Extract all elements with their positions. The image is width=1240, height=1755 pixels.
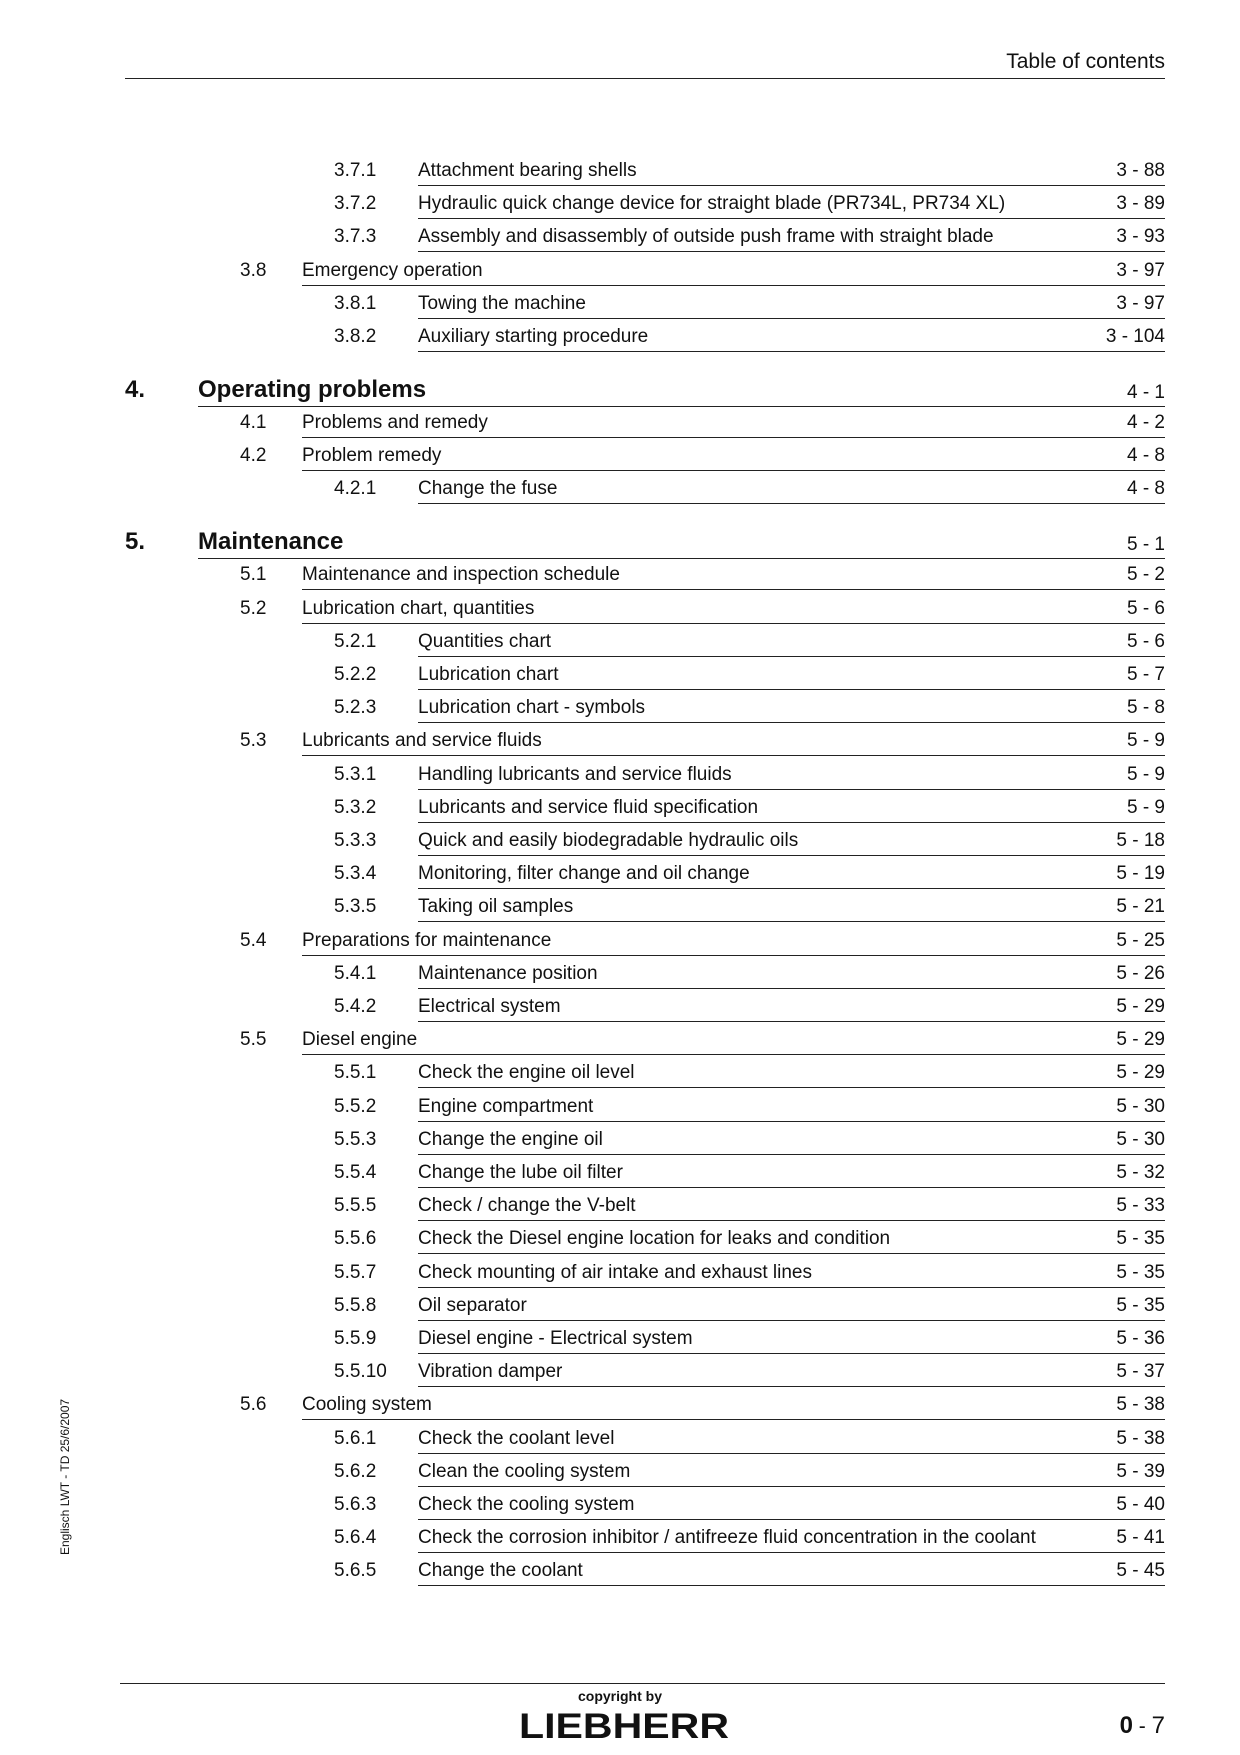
toc-underline — [418, 1154, 1165, 1155]
toc-underline — [418, 1087, 1165, 1088]
toc-title: Diesel engine - Electrical system — [418, 1328, 693, 1349]
toc-number: 3.7.1 — [334, 160, 377, 181]
toc-title: Preparations for maintenance — [302, 929, 552, 951]
toc-number: 5.2.2 — [334, 664, 377, 685]
toc-page: 5 - 1 — [1126, 534, 1165, 556]
toc-underline — [418, 1287, 1165, 1288]
toc-title: Problem remedy — [302, 445, 442, 467]
page-header-title: Table of contents — [1006, 50, 1165, 73]
toc-page: 5 - 9 — [1126, 796, 1165, 818]
logo-text: LIEBHERR — [519, 1707, 729, 1743]
toc-title: Change the coolant — [418, 1560, 583, 1582]
page-number — [1120, 1712, 1165, 1740]
toc-page: 5 - 30 — [1116, 1128, 1165, 1150]
toc-page: 5 - 6 — [1126, 597, 1165, 619]
toc-number: 5.6.4 — [334, 1527, 377, 1549]
toc-underline — [418, 789, 1165, 790]
toc-page: 5 - 25 — [1116, 929, 1165, 951]
toc-underline — [418, 1253, 1165, 1254]
toc-underline — [418, 689, 1165, 690]
toc-title: Maintenance — [198, 528, 344, 556]
toc-page: 5 - 36 — [1116, 1328, 1165, 1349]
toc-underline — [418, 1585, 1165, 1586]
toc-number: 5.5.2 — [334, 1095, 377, 1117]
toc-page: 3 - 88 — [1116, 160, 1165, 181]
copyright-label: copyright by — [577, 1688, 662, 1704]
toc-page: 3 - 97 — [1116, 292, 1165, 314]
toc-page: 5 - 40 — [1116, 1494, 1165, 1515]
toc-title: Change the lube oil filter — [418, 1162, 623, 1183]
toc-underline — [418, 722, 1165, 723]
page-separator: - — [1132, 1715, 1152, 1738]
toc-underline — [418, 185, 1165, 186]
page-number-value: 7 — [1151, 1712, 1165, 1739]
toc-underline — [418, 218, 1165, 219]
toc-page: 5 - 29 — [1116, 1029, 1165, 1051]
toc-title: Hydraulic quick change device for straight blade (PR734L, PR734 XL) — [418, 193, 1006, 215]
toc-underline — [302, 437, 1165, 438]
toc-page: 5 - 21 — [1116, 896, 1165, 918]
toc-page: 3 - 89 — [1116, 193, 1165, 215]
toc-title: Taking oil samples — [418, 896, 574, 918]
toc-title: Quick and easily biodegradable hydraulic oils — [418, 830, 799, 851]
toc-number: 5.5.6 — [334, 1228, 377, 1250]
toc-number: 5.5 — [240, 1029, 267, 1051]
toc-underline — [302, 285, 1165, 286]
toc-page: 5 - 37 — [1116, 1361, 1165, 1383]
toc-underline — [418, 351, 1165, 352]
toc-number: 4.1 — [240, 412, 267, 433]
toc-underline — [418, 251, 1165, 252]
toc-title: Electrical system — [418, 996, 561, 1017]
toc-title: Oil separator — [418, 1294, 527, 1316]
toc-number: 5.3.2 — [334, 796, 377, 818]
toc-underline — [418, 921, 1165, 922]
toc-page: 5 - 9 — [1126, 763, 1165, 785]
toc-title: Towing the machine — [418, 292, 586, 314]
toc-title: Auxiliary starting procedure — [418, 326, 649, 347]
toc-page: 5 - 41 — [1116, 1527, 1165, 1549]
toc-page: 5 - 19 — [1116, 863, 1165, 885]
toc-number: 5.5.3 — [334, 1128, 377, 1150]
toc-title: Check the cooling system — [418, 1494, 635, 1515]
toc-title: Diesel engine — [302, 1029, 418, 1051]
toc-number: 5.5.10 — [334, 1361, 387, 1383]
toc-underline — [418, 656, 1165, 657]
toc-number: 5.1 — [240, 564, 267, 586]
toc-page: 5 - 33 — [1116, 1195, 1165, 1217]
liebherr-logo — [518, 1707, 730, 1743]
toc-number: 3.7.2 — [334, 193, 377, 215]
toc-page: 5 - 38 — [1116, 1427, 1165, 1449]
toc-title: Vibration damper — [418, 1361, 563, 1383]
toc-underline — [302, 589, 1165, 590]
toc-number: 5.5.4 — [334, 1162, 377, 1183]
toc-page: 3 - 104 — [1105, 326, 1165, 347]
toc-number: 5.6.1 — [334, 1427, 377, 1449]
toc-underline — [302, 1054, 1165, 1055]
toc-title: Problems and remedy — [302, 412, 488, 433]
toc-underline — [418, 1187, 1165, 1188]
toc-page: 4 - 2 — [1126, 412, 1165, 433]
toc-title: Lubricants and service fluid specification — [418, 796, 759, 818]
toc-page: 5 - 32 — [1116, 1162, 1165, 1183]
toc-page: 5 - 18 — [1116, 830, 1165, 851]
toc-page: 5 - 38 — [1116, 1394, 1165, 1416]
toc-number: 5.3.5 — [334, 896, 377, 918]
toc-underline — [302, 470, 1165, 471]
toc-number: 3.8.1 — [334, 292, 377, 314]
toc-number: 5.6.5 — [334, 1560, 377, 1582]
toc-page: 5 - 35 — [1116, 1228, 1165, 1250]
toc-number: 4.2 — [240, 445, 267, 467]
toc-page: 5 - 45 — [1116, 1560, 1165, 1582]
toc-number: 5.4.2 — [334, 996, 377, 1017]
toc-page: 4 - 8 — [1126, 478, 1165, 500]
toc-underline — [418, 1386, 1165, 1387]
toc-underline — [302, 1419, 1165, 1420]
toc-title: Check the coolant level — [418, 1427, 615, 1449]
toc-page: 5 - 6 — [1126, 630, 1165, 652]
toc-page: 3 - 97 — [1116, 259, 1165, 281]
toc-page: 5 - 39 — [1116, 1460, 1165, 1482]
toc-number: 5.3 — [240, 730, 267, 752]
toc-title: Check the Diesel engine location for leaks and condition — [418, 1228, 891, 1250]
toc-title: Lubrication chart — [418, 664, 559, 685]
toc-underline — [302, 623, 1165, 624]
toc-underline — [418, 988, 1165, 989]
toc-number: 5.5.1 — [334, 1062, 377, 1084]
toc-underline — [418, 1320, 1165, 1321]
toc-number: 4. — [125, 376, 146, 403]
toc-number: 3.8.2 — [334, 326, 377, 347]
toc-page: 5 - 8 — [1126, 697, 1165, 719]
toc-underline — [418, 318, 1165, 319]
toc-page: 5 - 35 — [1116, 1261, 1165, 1283]
toc-title: Lubrication chart, quantities — [302, 597, 535, 619]
toc-title: Quantities chart — [418, 630, 552, 652]
toc-title: Change the fuse — [418, 478, 558, 500]
toc-number: 3.7.3 — [334, 226, 377, 248]
toc-underline — [418, 822, 1165, 823]
toc-page: 5 - 29 — [1116, 996, 1165, 1017]
toc-number: 3.8 — [240, 259, 267, 281]
toc-number: 5.3.3 — [334, 830, 377, 851]
toc-title: Assembly and disassembly of outside push frame with straight blade — [418, 226, 994, 248]
toc-page: 5 - 26 — [1116, 962, 1165, 984]
toc-underline — [418, 888, 1165, 889]
toc-number: 5. — [125, 528, 146, 556]
toc-title: Check the engine oil level — [418, 1062, 635, 1084]
toc-number: 5.3.1 — [334, 763, 377, 785]
side-note: Englisch LWT - TD 25/6/2007 — [58, 1398, 72, 1555]
toc-underline — [418, 1220, 1165, 1221]
toc-underline — [302, 755, 1165, 756]
toc-page: 5 - 29 — [1116, 1062, 1165, 1084]
toc-page: 5 - 7 — [1126, 664, 1165, 685]
toc-number: 5.5.8 — [334, 1294, 377, 1316]
toc-number: 4.2.1 — [334, 478, 377, 500]
toc-title: Emergency operation — [302, 259, 483, 281]
toc-underline — [418, 1353, 1165, 1354]
toc-number: 5.2.1 — [334, 630, 377, 652]
toc-number: 5.2.3 — [334, 697, 377, 719]
toc-number: 5.6.2 — [334, 1460, 377, 1482]
toc-underline — [418, 503, 1165, 504]
toc-title: Operating problems — [198, 376, 427, 403]
toc-underline — [418, 1552, 1165, 1553]
toc-page: 4 - 1 — [1126, 382, 1165, 403]
toc-title: Lubricants and service fluids — [302, 730, 542, 752]
toc-title: Check the corrosion inhibitor / antifreeze fluid concentration in the coolant — [418, 1527, 1036, 1549]
toc-title: Maintenance and inspection schedule — [302, 564, 620, 586]
toc-title: Engine compartment — [418, 1095, 594, 1117]
toc-number: 5.5.9 — [334, 1328, 377, 1349]
toc-title: Monitoring, filter change and oil change — [418, 863, 750, 885]
toc-number: 5.3.4 — [334, 863, 377, 885]
page-chapter: 0 — [1119, 1712, 1133, 1739]
toc-underline — [302, 955, 1165, 956]
footer-divider — [120, 1683, 1165, 1684]
toc-number: 5.6 — [240, 1394, 267, 1416]
toc-number: 5.6.3 — [334, 1494, 377, 1515]
toc-page: 5 - 30 — [1116, 1095, 1165, 1117]
toc-title: Maintenance position — [418, 962, 598, 984]
toc-page: 5 - 2 — [1126, 564, 1165, 586]
toc-title: Clean the cooling system — [418, 1460, 631, 1482]
toc-page: 5 - 35 — [1116, 1294, 1165, 1316]
toc-title: Check mounting of air intake and exhaust lines — [418, 1261, 812, 1283]
toc-title: Attachment bearing shells — [418, 160, 637, 181]
toc-title: Cooling system — [302, 1394, 432, 1416]
toc-underline — [418, 855, 1165, 856]
toc-number: 5.4 — [240, 929, 267, 951]
toc-underline — [418, 1021, 1165, 1022]
toc-underline — [198, 406, 1165, 407]
toc-underline — [418, 1519, 1165, 1520]
toc-number: 5.2 — [240, 597, 267, 619]
toc-page: 4 - 8 — [1126, 445, 1165, 467]
toc-title: Handling lubricants and service fluids — [418, 763, 732, 785]
toc-number: 5.4.1 — [334, 962, 377, 984]
toc-title: Lubrication chart - symbols — [418, 697, 646, 719]
toc-title: Check / change the V-belt — [418, 1195, 636, 1217]
toc-underline — [418, 1121, 1165, 1122]
toc-number: 5.5.7 — [334, 1261, 377, 1283]
toc-title: Change the engine oil — [418, 1128, 603, 1150]
toc-underline — [418, 1453, 1165, 1454]
toc-number: 5.5.5 — [334, 1195, 377, 1217]
toc-page: 3 - 93 — [1116, 226, 1165, 248]
toc-underline — [198, 558, 1165, 559]
toc-underline — [418, 1486, 1165, 1487]
toc-page: 5 - 9 — [1126, 730, 1165, 752]
